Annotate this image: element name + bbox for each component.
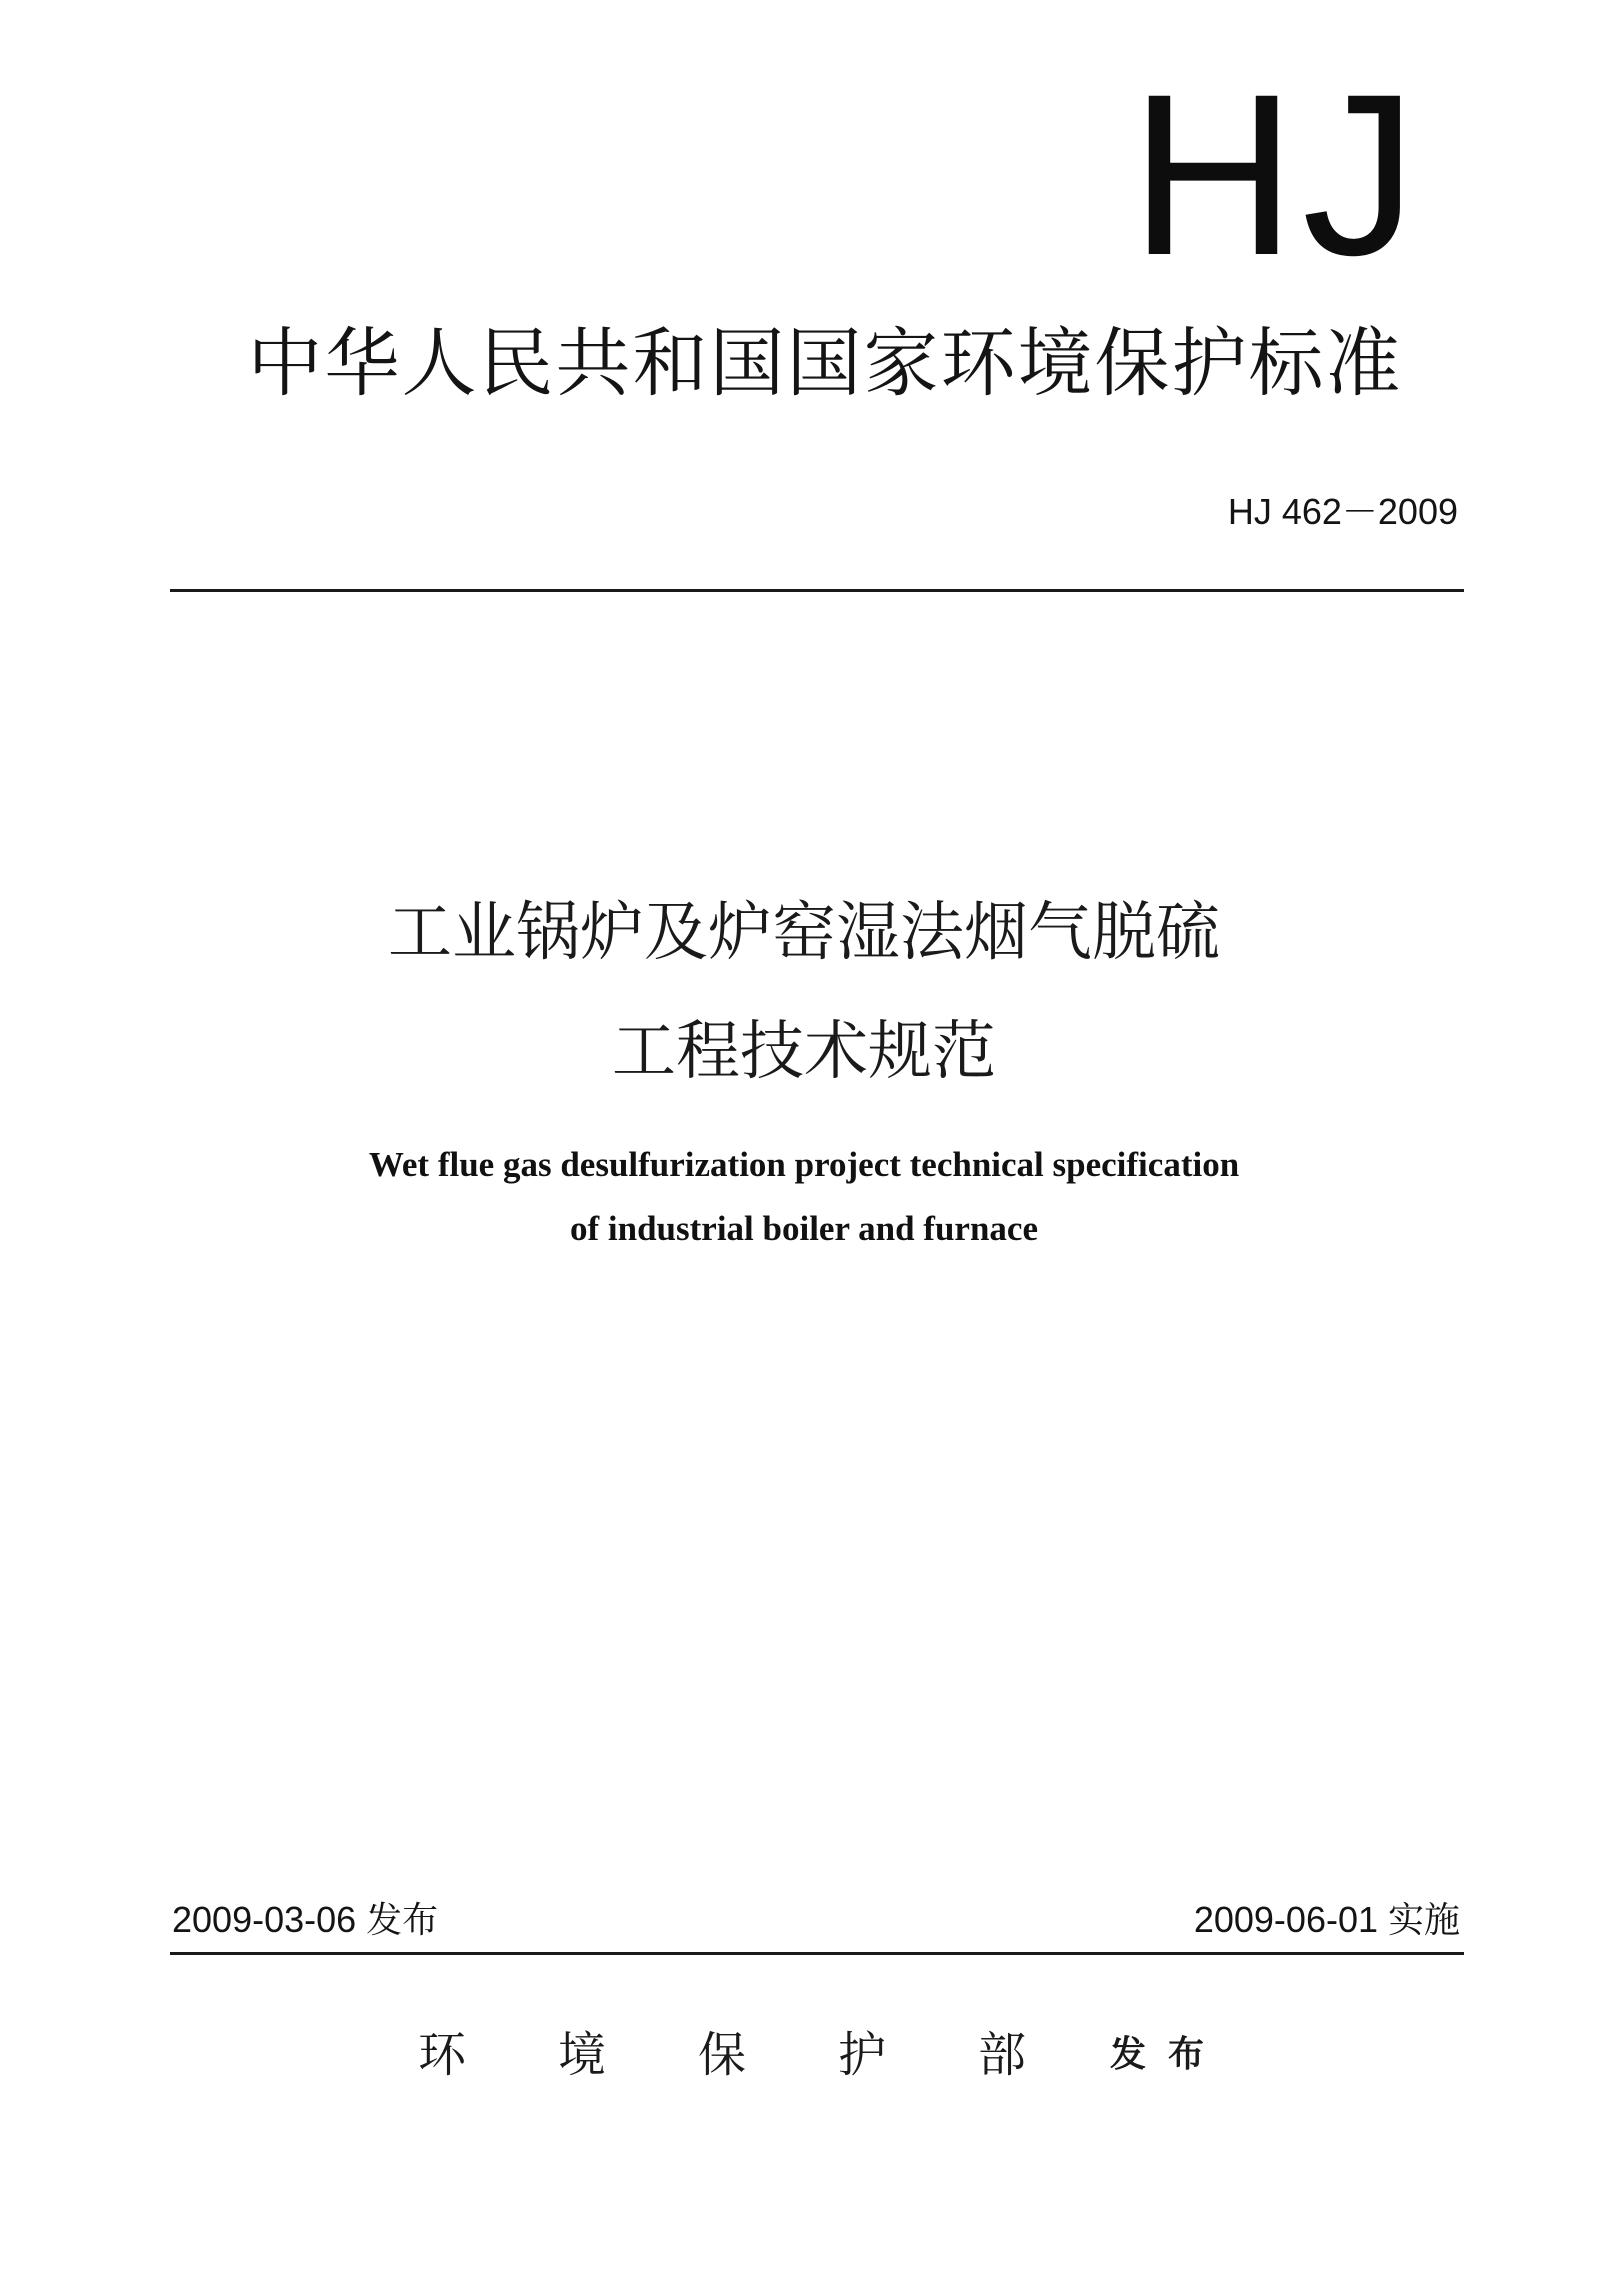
hj-logo: HJ (1129, 46, 1423, 303)
issue-date: 2009-03-06 发布 (172, 1899, 439, 1940)
english-title-line-1: Wet flue gas desulfurization project technical specification (368, 1145, 1240, 1184)
english-title-line-2: of industrial boiler and furnace (569, 1209, 1038, 1248)
standard-code: HJ 462－2009 (1227, 491, 1458, 532)
top-divider (170, 589, 1464, 592)
publish-label: 发布 (1110, 2034, 1227, 2075)
chinese-title-line-2: 工程技术规范 (612, 1015, 996, 1089)
chinese-title-line-1: 工业锅炉及炉窑湿法烟气脱硫 (388, 896, 1220, 970)
publisher-name: 环境保护部 (418, 2027, 1119, 2083)
implementation-date: 2009-06-01 实施 (1193, 1899, 1460, 1940)
bottom-divider (170, 1952, 1464, 1955)
standard-category-title: 中华人民共和国国家环境保护标准 (247, 319, 1403, 407)
